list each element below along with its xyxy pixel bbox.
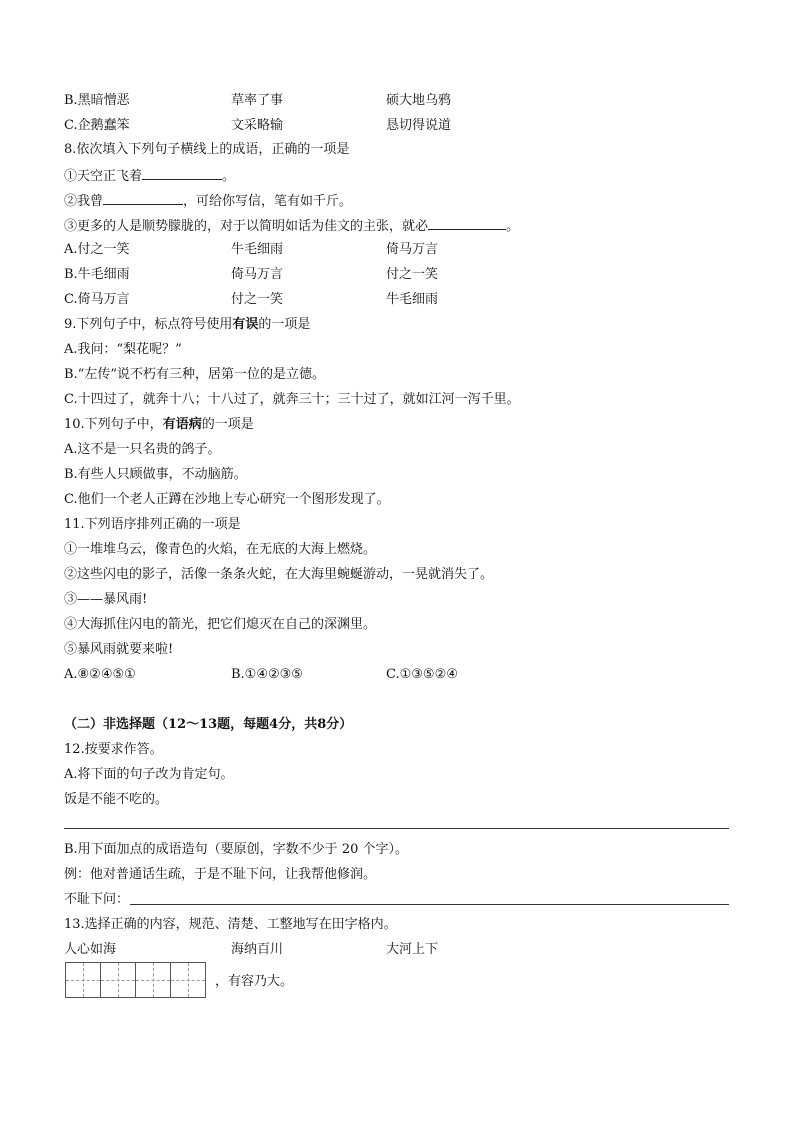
q11-sentence-1: ①一堆堆乌云，像青色的火焰，在无底的大海上燃烧。: [64, 542, 377, 557]
q7-option-c-2: 文采略输: [231, 118, 284, 133]
q9-stem-emphasis: 有误: [232, 317, 259, 332]
q11-sentence-3: ③——暴风雨!: [64, 592, 148, 607]
q12-b-prompt: 不耻下问：: [64, 892, 130, 907]
q12-stem: 12.按要求作答。: [64, 742, 163, 757]
q13-suffix: ，有容乃大。: [215, 974, 294, 989]
q10-option-b: B.有些人只顾做事，不动脑筋。: [64, 467, 247, 482]
q13-option-1: 人心如海: [64, 942, 117, 957]
q12-b-answer-line[interactable]: [130, 904, 729, 905]
q8-blank-1[interactable]: [142, 166, 222, 180]
q8-sentence-3: [64, 216, 519, 236]
q8-blank-3[interactable]: [428, 216, 506, 230]
q8-option-c-1: C.倚马万言: [64, 292, 130, 307]
q9-stem: [64, 316, 310, 334]
q12-a-answer-line[interactable]: [64, 828, 729, 829]
q8-option-b-2: 倚马万言: [231, 267, 284, 282]
q13-option-2: 海纳百川: [231, 942, 284, 957]
q11-sentence-5: ⑤暴风雨就要来啦!: [64, 642, 174, 657]
tianzige-cell[interactable]: [65, 962, 101, 998]
q10-option-c: C.他们一个老人正蹲在沙地上专心研究一个图形发现了。: [64, 492, 390, 507]
q13-stem: 13.选择正确的内容，规范、清楚、工整地写在田字格内。: [64, 917, 397, 932]
q11-sentence-2: ②这些闪电的影子，活像一条条火蛇，在大海里蜿蜒游动，一晃就消失了。: [64, 567, 494, 582]
q10-stem-pre: 10.下列句子中，: [64, 417, 163, 432]
q8-sentence-2: [64, 191, 352, 211]
q8-option-a-1: A.付之一笑: [64, 242, 130, 257]
q11-option-b: B.①④②③⑤: [231, 667, 303, 682]
q8-stem: 8.依次填入下列句子横线上的成语，正确的一项是: [64, 142, 350, 157]
q8-s1-post: 。: [222, 169, 236, 184]
q9-option-b: B.“左传”说不朽有三种，居第一位的是立德。: [64, 367, 325, 382]
q10-stem-post: 的一项是: [201, 417, 254, 432]
q12-b-example: 例：他对普通话生疏，于是不耻下问，让我帮他修润。: [64, 867, 377, 882]
q10-stem: [64, 416, 254, 434]
q7-option-b-1: B.黑暗憎恶: [64, 93, 130, 108]
q8-s2-pre: ②我曾: [64, 194, 104, 209]
q8-s3-pre: ③更多的人是顺势朦胧的，对于以简明如话为佳文的主张，就必: [64, 219, 429, 234]
q7-option-b-2: 草率了事: [231, 93, 284, 108]
q9-option-c: C.十四过了，就奔十八；十八过了，就奔三十；三十过了，就如江河一泻千里。: [64, 392, 520, 407]
tianzige-cell[interactable]: [170, 962, 206, 998]
q12-b-task: B.用下面加点的成语造句（要原创，字数不少于 20 个字）。: [64, 842, 408, 857]
q9-stem-pre: 9.下列句子中，标点符号使用: [64, 317, 233, 332]
q8-option-b-3: 付之一笑: [386, 267, 439, 282]
q7-option-b-3: 硕大地乌鸦: [386, 93, 452, 108]
q7-option-c-3: 恳切得说道: [386, 118, 452, 133]
q8-sentence-1: [64, 166, 235, 186]
q10-option-a: A.这不是一只名贵的鸽子。: [64, 442, 221, 457]
q12-a-sentence: 饭是不能不吃的。: [64, 792, 169, 807]
q11-option-a: A.⑧②④⑤①: [64, 667, 136, 682]
section-heading: （二）非选择题（12～13题，每题4分，共8分）: [64, 717, 353, 732]
q11-stem: 11.下列语序排列正确的一项是: [64, 517, 241, 532]
q8-option-c-3: 牛毛细雨: [386, 292, 439, 307]
q13-option-3: 大河上下: [386, 942, 439, 957]
tianzige-cell[interactable]: [100, 962, 136, 998]
q8-option-a-2: 牛毛细雨: [231, 242, 284, 257]
q7-option-c-1: C.企鹅蠢笨: [64, 118, 130, 133]
tianzige-cell[interactable]: [135, 962, 171, 998]
q8-s1-pre: ①天空正飞着: [64, 169, 143, 184]
q9-stem-post: 的一项是: [258, 317, 311, 332]
q9-option-a: A.我问：“梨花呢？”: [64, 342, 182, 357]
q12-a-task: A.将下面的句子改为肯定句。: [64, 767, 234, 782]
q8-option-a-3: 倚马万言: [386, 242, 439, 257]
q8-s3-post: 。: [506, 219, 520, 234]
q8-option-b-1: B.牛毛细雨: [64, 267, 130, 282]
tianzige-grid: [65, 962, 206, 998]
q8-s2-post: ，可给你写信，笔有如千斤。: [183, 194, 353, 209]
q11-sentence-4: ④大海抓住闪电的箭光，把它们熄灭在自己的深渊里。: [64, 617, 377, 632]
q10-stem-emphasis: 有语病: [162, 417, 202, 432]
q8-blank-2[interactable]: [103, 191, 183, 205]
q11-option-c: C.①③⑤②④: [386, 667, 458, 682]
q8-option-c-2: 付之一笑: [231, 292, 284, 307]
